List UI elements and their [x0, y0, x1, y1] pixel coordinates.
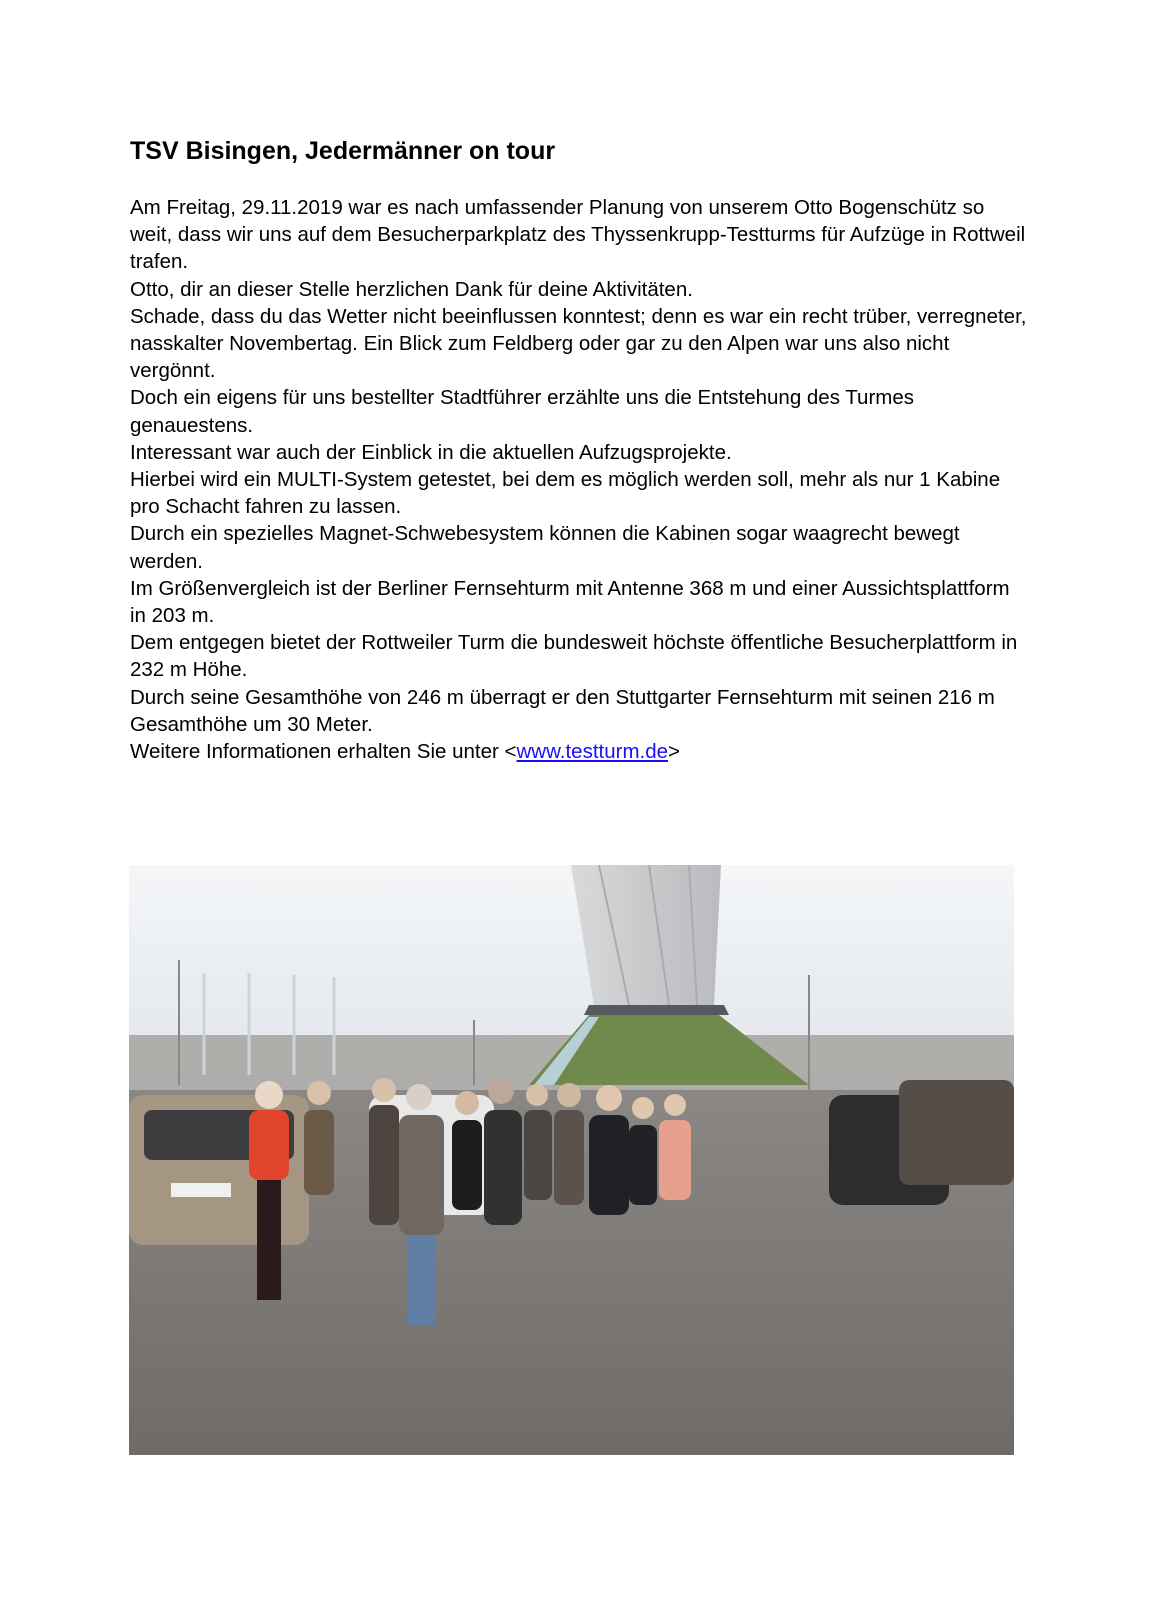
paragraph: Doch ein eigens für uns bestellter Stadtführer erzählte uns die Entstehung des Turmes genauestens.: [130, 386, 915, 437]
paragraph: Dem entgegen bietet der Rottweiler Turm die bundesweit höchste öffentliche Besucherplattform in 232 m Höhe.: [130, 631, 1018, 682]
paragraph: Durch seine Gesamthöhe von 246 m überragt er den Stuttgarter Fernsehturm mit seinen 216 m Gesamthöhe um 30 Meter.: [130, 685, 995, 736]
paragraph: Schade, dass du das Wetter nicht beeinflussen konntest; denn es war ein recht trüber, verregneter, nasskalter Novembertag. Ein Blick zum Feldberg oder gar zu den Alpen war uns also nicht vergönnt.: [130, 304, 1027, 383]
paragraph: Otto, dir an dieser Stelle herzlichen Dank für deine Aktivitäten.: [130, 277, 693, 301]
paragraph: Interessant war auch der Einblick in die aktuellen Aufzugsprojekte.: [130, 440, 732, 464]
paragraph: Am Freitag, 29.11.2019 war es nach umfassender Planung von unserem Otto Bogenschütz so weit, dass wir uns auf dem Besucherparkplatz des Thyssenkrupp-Testturms für Aufzüge in Rottweil trafen.: [130, 196, 1026, 274]
document-title: TSV Bisingen, Jedermänner on tour: [130, 137, 556, 165]
info-line: [130, 738, 1030, 765]
info-suffix: >: [668, 740, 681, 764]
group-photo: [129, 865, 1014, 1455]
info-prefix: Weitere Informationen erhalten Sie unter <: [130, 740, 517, 764]
tower: [571, 865, 721, 1005]
photo-illustration: [129, 865, 1014, 1455]
paragraph: Durch ein spezielles Magnet-Schwebesystem können die Kabinen sogar waagrecht bewegt werden.: [130, 522, 960, 573]
article-body: [130, 194, 1030, 765]
paragraph: Im Größenvergleich ist der Berliner Fernsehturm mit Antenne 368 m und einer Aussichtsplattform in 203 m.: [130, 576, 1010, 628]
tower-base: [584, 1005, 729, 1015]
paragraph: Hierbei wird ein MULTI-System getestet, bei dem es möglich werden soll, mehr als nur 1 Kabine pro Schacht fahren zu lassen.: [130, 468, 1001, 519]
website-link[interactable]: www.testturm.de: [516, 740, 669, 764]
car-pickup: [899, 1080, 1014, 1185]
